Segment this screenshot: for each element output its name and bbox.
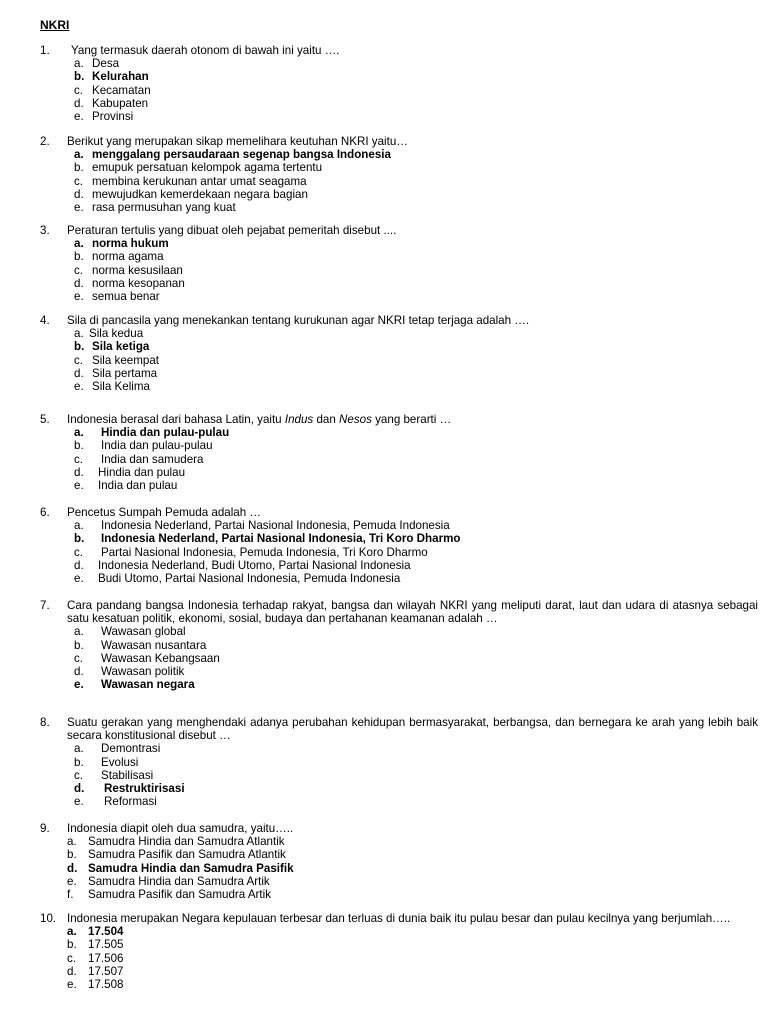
option-list [40,327,758,393]
question-number: 10. [40,912,57,925]
option-b: b. India dan pulau-pulau [74,439,213,453]
option-e: e. Reformasi [74,795,157,809]
option-b: b. Kelurahan [74,70,149,84]
question-number: 7. [40,599,50,612]
question-number: 3. [40,224,50,237]
option-e: e. rasa permusuhan yang kuat [74,200,236,214]
option-d: d. Wawasan politik [74,664,185,678]
option-e: e. Budi Utomo, Partai Nasional Indonesia, Pemuda Indonesia [74,571,401,585]
option-list [40,237,758,303]
option-d: d. norma kesopanan [74,276,185,290]
option-e: e. India dan pulau [74,478,178,492]
question-5 [40,413,758,492]
question-10 [40,912,758,991]
option-d: d. Indonesia Nederland, Budi Utomo, Partai Nasional Indonesia [74,558,411,572]
document-heading: NKRI [40,18,70,32]
question-text: Pencetus Sumpah Pemuda adalah … [67,506,261,519]
option-d: d. Samudra Hindia dan Samudra Pasifik [67,861,294,875]
option-a: a. menggalang persaudaraan segenap bangsa Indonesia [74,148,391,162]
question-9 [40,822,758,901]
option-a: a. Desa [74,57,120,71]
option-list [40,835,758,901]
option-d: d. Kabupaten [74,96,149,110]
option-c: c. Partai Nasional Indonesia, Pemuda Indonesia, Tri Koro Dharmo [74,545,428,559]
option-a: a. 17.504 [67,925,124,939]
option-c: c. Kecamatan [74,83,151,97]
option-e: e. semua benar [74,289,160,303]
question-2 [40,135,758,214]
option-a: a. Samudra Hindia dan Samudra Atlantik [67,835,285,849]
option-c: c. Sila keempat [74,353,160,367]
question-number: 8. [40,716,50,729]
option-a: a. Wawasan global [74,625,186,639]
option-e: e. 17.508 [67,977,124,991]
question-number: 1. [40,44,50,57]
question-text: Indonesia diapit oleh dua samudra, yaitu….. [67,822,294,835]
question-7 [40,599,758,691]
question-text: Berikut yang merupakan sikap memelihara keutuhan NKRI yaitu… [67,135,408,148]
option-a: a. Indonesia Nederland, Partai Nasional Indonesia, Pemuda Indonesia [74,519,450,533]
option-b: b. norma agama [74,250,164,264]
option-list [40,148,758,214]
option-list [40,742,758,808]
option-c: c. norma kesusilaan [74,263,183,277]
question-4 [40,314,758,393]
option-c: c. India dan samudera [74,452,204,466]
option-a: a. norma hukum [74,237,169,251]
option-a: a. Demontrasi [74,742,161,756]
question-number: 2. [40,135,50,148]
question-text: Sila di pancasila yang menekankan tentang kurukunan agar NKRI tetap terjaga adalah …. [67,314,530,327]
option-list [40,925,758,991]
option-a: a. Hindia dan pulau-pulau [74,426,230,440]
option-d: d. Restruktirisasi [74,781,185,795]
option-e: e. Samudra Hindia dan Samudra Artik [67,874,270,888]
option-c: c. Stabilisasi [74,768,154,782]
option-b: b. Wawasan nusantara [74,638,207,652]
question-text: Indonesia merupakan Negara kepulauan terbesar dan terluas di dunia baik itu pulau besar dan pulau kecilnya yang berjumlah….. [67,912,731,925]
question-number: 4. [40,314,50,327]
option-d: d. Sila pertama [74,366,158,380]
option-c: c. 17.506 [67,951,124,965]
question-text: Indonesia berasal dari bahasa Latin, yaitu Indus dan Nesos yang berarti … [67,413,452,426]
option-f: f. Samudra Pasifik dan Samudra Artik [67,887,272,901]
question-text: Suatu gerakan yang menghendaki adanya perubahan kehidupan bermasyarakat, berbangsa, dan bernegara ke arah yang lebih baik secara konstitusional disebut … [67,716,758,743]
option-b: b. emupuk persatuan kelompok agama tertentu [74,161,323,175]
option-a: a. Sila kedua [74,327,144,341]
question-1 [40,44,758,123]
question-6 [40,506,758,585]
option-b: b. Evolusi [74,755,139,769]
option-b: b. Samudra Pasifik dan Samudra Atlantik [67,848,286,862]
option-e: e. Provinsi [74,109,134,123]
question-3 [40,224,758,303]
question-number: 5. [40,413,50,426]
option-b: b. 17.505 [67,938,124,952]
question-text: Peraturan tertulis yang dibuat oleh pejabat pemeritah disebut .... [67,224,397,237]
option-d: d. 17.507 [67,964,124,978]
question-number: 9. [40,822,50,835]
question-text: Cara pandang bangsa Indonesia terhadap rakyat, bangsa dan wilayah NKRI yang meliputi darat, laut dan udara di atasnya sebagai satu kesatuan politik, ekonomi, sosial, budaya dan pertahanan keamanan adalah … [67,599,758,626]
option-c: c. membina kerukunan antar umat seagama [74,174,307,188]
question-8 [40,716,758,808]
question-number: 6. [40,506,50,519]
question-text: Yang termasuk daerah otonom di bawah ini yaitu …. [71,44,340,57]
option-d: d. Hindia dan pulau [74,465,186,479]
option-b: b. Indonesia Nederland, Partai Nasional Indonesia, Tri Koro Dharmo [74,532,461,546]
option-d: d. mewujudkan kemerdekaan negara bagian [74,187,308,201]
option-c: c. Wawasan Kebangsaan [74,651,220,665]
option-e: e. Sila Kelima [74,379,150,393]
option-e: e. Wawasan negara [74,678,195,692]
option-b: b. Sila ketiga [74,340,150,354]
option-list [40,57,758,123]
option-list [40,426,758,492]
option-list [40,625,758,691]
option-list [40,519,758,585]
